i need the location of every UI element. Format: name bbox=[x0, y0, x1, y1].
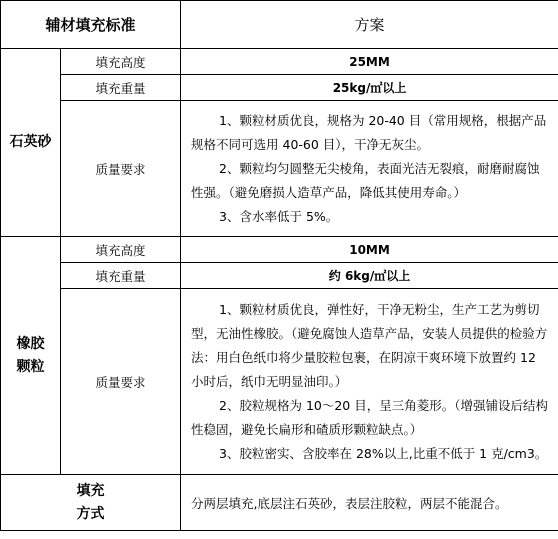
item-fill-height: 填充高度 bbox=[61, 237, 181, 263]
fill-method-text: 分两层填充,底层注石英砂，表层注胶粒，两层不能混合。 bbox=[181, 475, 558, 531]
table-header-row bbox=[1, 1, 558, 49]
value-fill-height: 25MM bbox=[181, 49, 558, 75]
category-quartz-sand: 石英砂 bbox=[1, 49, 61, 237]
header-standard: 辅材填充标准 bbox=[1, 1, 181, 49]
quality-line: 2、胶粒规格为 10～20 目，呈三角菱形。（增强铺设后结构性稳固，避免长扁形和碴质形颗粒缺点。） bbox=[191, 397, 548, 437]
quality-description bbox=[181, 289, 558, 475]
quality-line: 3、含水率低于 5%。 bbox=[219, 208, 339, 224]
category-line: 方式 bbox=[76, 505, 105, 522]
table-row bbox=[1, 263, 558, 289]
quality-description bbox=[181, 101, 558, 237]
table-row bbox=[1, 237, 558, 263]
table-row bbox=[1, 101, 558, 237]
value-fill-weight: 约 6kg/㎡以上 bbox=[181, 263, 558, 289]
category-line: 颗粒 bbox=[16, 358, 45, 375]
table-row bbox=[1, 289, 558, 475]
quality-line: 1、颗粒材质优良，弹性好，干净无粉尘，生产工艺为剪切型，无油性橡胶。（避免腐蚀人造草产品，安装人员提供的检验方法：用白色纸巾将少量胶粒包裹，在阴凉干爽环境下放置约 12 小时后，纸巾无明显油印。） bbox=[191, 301, 548, 389]
category-rubber-granules bbox=[1, 237, 61, 475]
quality-line: 1、颗粒材质优良，规格为 20-40 目（常用规格，根据产品规格不同可选用 40-60 目），干净无灰尘。 bbox=[191, 112, 547, 152]
value-fill-height: 10MM bbox=[181, 237, 558, 263]
item-fill-height: 填充高度 bbox=[61, 49, 181, 75]
item-quality: 质量要求 bbox=[61, 101, 181, 237]
quality-line: 3、胶粒密实、含胶率在 28%以上,比重不低于 1 克/cm3。 bbox=[219, 445, 548, 461]
table-row bbox=[1, 75, 558, 101]
table-row bbox=[1, 49, 558, 75]
table-row bbox=[1, 475, 558, 531]
quality-line: 2、颗粒均匀圆整无尖棱角，表面光洁无裂痕，耐磨耐腐蚀性强。（避免磨损人造草产品，降低其使用寿命。） bbox=[191, 160, 540, 200]
item-fill-weight: 填充重量 bbox=[61, 75, 181, 101]
item-fill-weight: 填充重量 bbox=[61, 263, 181, 289]
category-line: 填充 bbox=[76, 483, 105, 500]
category-fill-method bbox=[1, 475, 181, 531]
category-line: 橡胶 bbox=[16, 336, 45, 353]
header-plan: 方案 bbox=[181, 1, 558, 49]
item-quality: 质量要求 bbox=[61, 289, 181, 475]
value-fill-weight: 25kg/㎡以上 bbox=[181, 75, 558, 101]
